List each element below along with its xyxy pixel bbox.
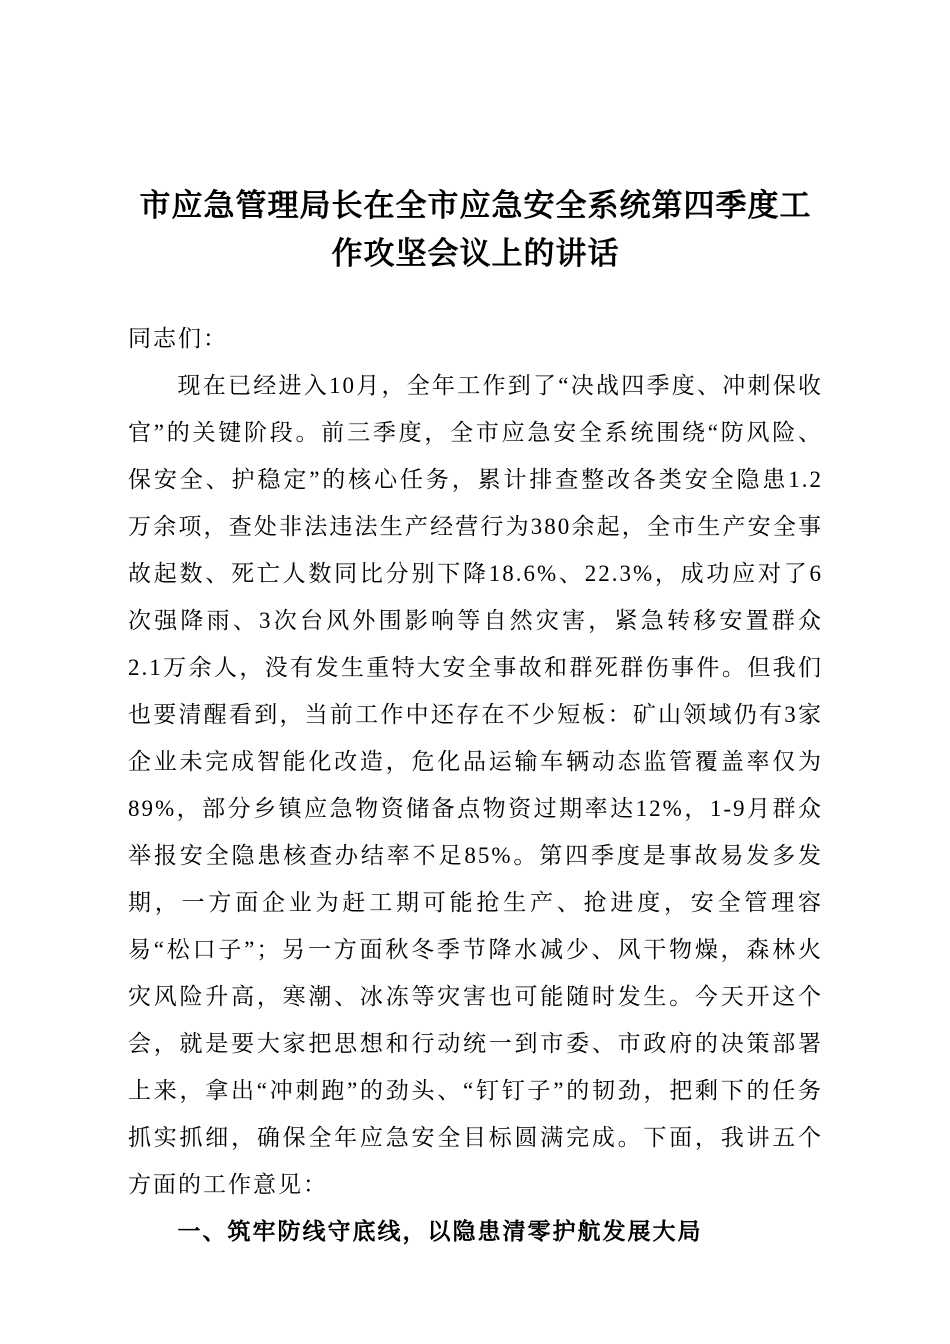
document-body bbox=[128, 315, 823, 1255]
body-paragraph: 现在已经进入10月，全年工作到了“决战四季度、冲刺保收官”的关键阶段。前三季度，全市应急安全系统围绕“防风险、保安全、护稳定”的核心任务，累计排查整改各类安全隐患1.2万余项，查处非法违法生产经营行为380余起，全市生产安全事故起数、死亡人数同比分别下降18.6%、22.3%，成功应对了6次强降雨、3次台风外围影响等自然灾害，紧急转移安置群众2.1万余人，没有发生重特大安全事故和群死群伤事件。但我们也要清醒看到，当前工作中还存在不少短板：矿山领域仍有3家企业未完成智能化改造，危化品运输车辆动态监管覆盖率仅为89%，部分乡镇应急物资储备点物资过期率达12%，1-9月群众举报安全隐患核查办结率不足85%。第四季度是事故易发多发期，一方面企业为赶工期可能抢生产、抢进度，安全管理容易“松口子”；另一方面秋冬季节降水减少、风干物燥，森林火灾风险升高，寒潮、冰冻等灾害也可能随时发生。今天开这个会，就是要大家把思想和行动统一到市委、市政府的决策部署上来，拿出“冲刺跑”的劲头、“钉钉子”的韧劲，把剩下的任务抓实抓细，确保全年应急安全目标圆满完成。下面，我讲五个方面的工作意见： bbox=[128, 373, 823, 1197]
salutation: 同志们： bbox=[128, 326, 228, 351]
document-title: 市应急管理局长在全市应急安全系统第四季度工作攻坚会议上的讲话 bbox=[139, 188, 812, 271]
section-heading-1: 一、筑牢防线守底线，以隐患清零护航发展大局 bbox=[177, 1219, 703, 1244]
